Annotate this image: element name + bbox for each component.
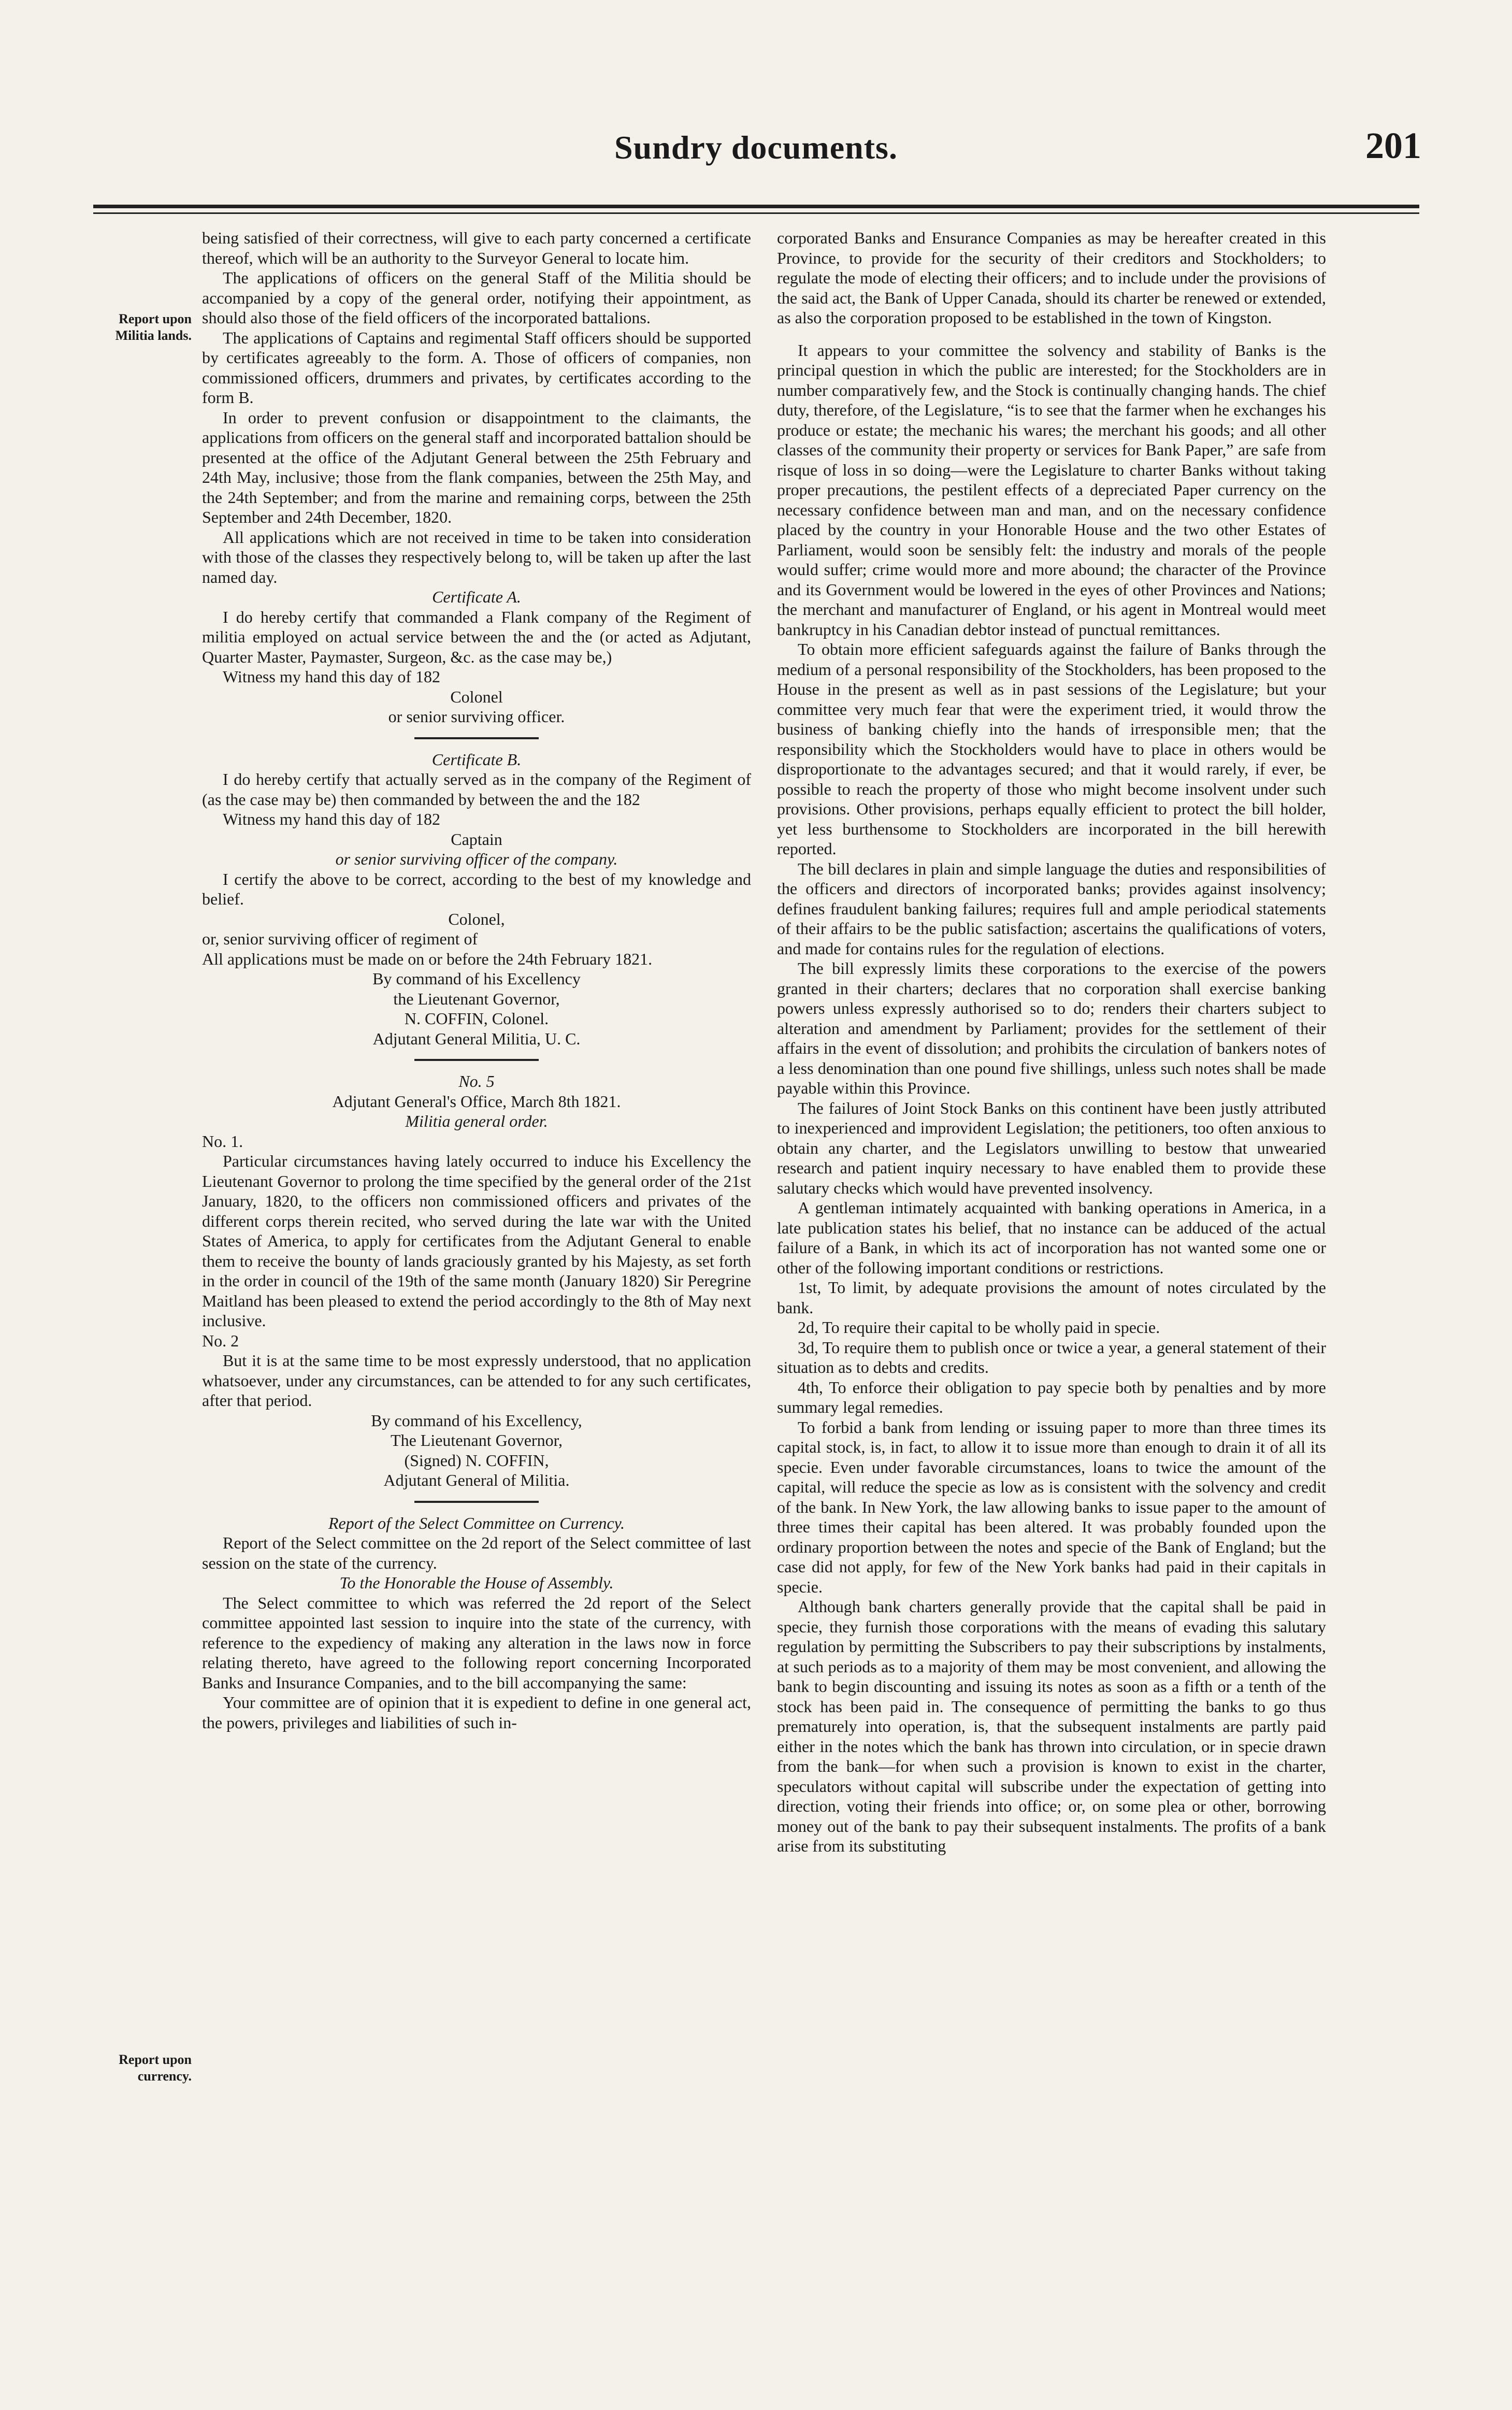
paragraph: Your committee are of opinion that it is expedient to define in one general act, the powers, privileges and liabilities of such in-: [202, 1693, 751, 1732]
signature-title: Adjutant General Militia, U. C.: [372, 1029, 581, 1048]
paragraph: All applications which are not received in time to be taken into consideration with those of the classes they respectively belong to, will be taken up after the last named day.: [202, 527, 751, 586]
margin-note-militia: Report upon Militia lands.: [115, 311, 192, 343]
right-column: [777, 228, 1326, 1856]
section-divider: [414, 737, 539, 739]
paragraph: In order to prevent confusion or disappointment to the claimants, the applications from officers on the general staff and incorporated battalion should be presented at the office of the Adjutant General between the 25th February and 24th May, inclusive; those from the flank companies, between the 25th May, and the 24th September; and from the marine and remaining corps, between the 25th September and 24th December, 1820.: [202, 408, 751, 526]
paragraph: The applications of officers on the general Staff of the Militia should be accompanied by a copy of the general order, notifying their appointment, as should also those of the field officers of the incorporated battalions.: [202, 268, 751, 327]
paragraph: being satisfied of their correctness, will give to each party concerned a certificate thereof, which will be an authority to the Surveyor General to locate him.: [202, 228, 751, 267]
header-rule-thick: [93, 205, 1419, 208]
running-title: Sundry documents.: [614, 129, 898, 166]
all-applications-note: All applications must be made on or before the 24th February 1821.: [202, 949, 653, 968]
signature-title: Adjutant General of Militia.: [383, 1471, 570, 1489]
certificate-b-witness: Witness my hand this day of 182: [223, 810, 440, 828]
certificate-b-or: or, senior surviving officer of regiment of: [202, 929, 478, 948]
section-divider: [414, 1501, 539, 1503]
paragraph: A gentleman intimately acquainted with banking operations in America, in a late publication states his belief, that no instance can be adduced of the actual failure of a Bank, in which its act of incorporation has not wanted some one or other of the following important conditions or restrictions.: [777, 1198, 1326, 1277]
paragraph: It appears to your committee the solvency and stability of Banks is the principal question in which the public are interested; for the Stockholders are in number comparatively few, and the Stock is continually changing hands. The chief duty, therefore, of the Legislature, “is to see that the farmer when he exchanges his produce or estate; the mechanic his wares; the merchant his goods; and all other classes of the community their property or services for Bank Paper,” are safe from risque of loss in so doing—were the Legislature to charter Banks without taking proper precautions, the pestilent effects of a depreciated Paper currency on the necessary confidence between man and man, and on the necessary confidence placed by the country in your Honorable House and the two other Estates of Parliament, would soon be sensibly felt: the industry and morals of the people would suffer; crime would more and more abound; the character of the Province and its Government would be lowered in the eyes of other Provinces and Nations; the merchant and manufacturer of England, or his agent in Montreal would meet bankruptcy in his Canadian debtor instead of punctual remittances.: [777, 340, 1326, 639]
paragraph: To forbid a bank from lending or issuing paper to more than three times its capital stock, is, in fact, to allow it to issue more than enough to drain it of all its specie. Even under favorable circumstances, loans to twice the amount of the capital, will reduce the specie as low as is consistent with the solvency and credit of the bank. In New York, the law allowing banks to issue paper to the amount of three times their capital has been altered. It was probably founded upon the ordinary proportion between the notes and specie of the Bank of England; but the case did not apply, for few of the New York banks had paid in their capitals in specie.: [777, 1417, 1326, 1596]
heading-no5: No. 5: [458, 1072, 495, 1091]
certificate-b-certify: I certify the above to be correct, according to the best of my knowledge and belief.: [202, 869, 751, 908]
certificate-b-colonel: Colonel,: [448, 909, 505, 928]
certificate-a-body: I do hereby certify that commanded a Flank company of the Regiment of militia employed on actual service between the and the (or acted as Adjutant, Quarter Master, Paymaster, Surgeon, &c. as the case may be,): [202, 607, 751, 666]
certificate-a-senior: or senior surviving officer.: [388, 707, 565, 726]
paragraph: Although bank charters generally provide that the capital shall be paid in specie, they furnish those corporations with the means of evading this salutary regulation by permitting the Subscribers to pay their subscriptions by instalments, at such periods as to a majority of them may be most convenient, and allowing the bank to begin discounting and issuing its notes as soon as a fifth or a tenth of the stock has been paid in. The consequence of permitting the banks to go thus prematurely into operation, is, that the subsequent instalments are partly paid either in the notes which the bank has thrown into circulation, or in specie drawn from the bank—for when such a provision is known to exist in the charter, speculators without capital will subscribe under the expectation of getting into direction, voting their friends into office; or, on some plea or other, borrowing money out of the bank to pay their subsequent instalments. The profits of a bank arise from its substituting: [777, 1597, 1326, 1855]
paragraph: The failures of Joint Stock Banks on this continent have been justly attributed to inexperienced and improvident Legislation; the petitioners, too often anxious to obtain any charter, and the Legislators unwilling to bestow that unwearied research and patient inquiry necessary to have enabled them to provide these salutary checks which would have prevented insolvency.: [777, 1098, 1326, 1197]
paragraph: The bill declares in plain and simple language the duties and responsibilities of the officers and directors of incorporated banks; provides against insolvency; defines fraudulent banking failures; requires full and ample periodical statements of their affairs to be the public satisfaction; ascertains the qualifications of voters, and made for contains rules for the regulation of elections.: [777, 859, 1326, 958]
heading-report-currency: Report of the Select Committee on Currency.: [328, 1513, 625, 1532]
header-rule-thin: [93, 212, 1419, 214]
paragraph: corporated Banks and Ensurance Companies as may be hereafter created in this Province, to provide for the security of their creditors and Stockholders; to regulate the mode of electing their officers; and to include under the provisions of the said act, the Bank of Upper Canada, should its charter be renewed or extended, as also the corporation proposed to be established in the town of Kingston.: [777, 228, 1326, 327]
lieutenant-governor: The Lieutenant Governor,: [391, 1431, 563, 1450]
paragraph: To obtain more efficient safeguards against the failure of Banks through the medium of a personal responsibility of the Stockholders, has been proposed to the House in the present as well as in past sessions of the Legislature; but your committee very much fear that were the experiment tried, it would throw the business of banking chiefly into the hands of irresponsible men; that the responsibility which the Stockholders would have to place in others would be disproportionate to the advantages secured; and that it would rarely, if ever, be possible to reach the property of those who might become insolvent under such provisions. Other provisions, perhaps equally efficient to protect the bill holder, yet less burthensome to Stockholders are incorporated in the bill herewith reported.: [777, 640, 1326, 858]
certificate-b-senior: or senior surviving officer of the company.: [335, 850, 618, 868]
spacer: [777, 328, 1326, 340]
by-command: By command of his Excellency: [372, 969, 581, 988]
signature-coffin: (Signed) N. COFFIN,: [404, 1451, 549, 1470]
order-no2: No. 2: [202, 1331, 239, 1350]
certificate-a-colonel: Colonel: [450, 687, 503, 706]
office-date: Adjutant General's Office, March 8th 1821.: [332, 1092, 621, 1111]
heading-certificate-a: Certificate A.: [432, 587, 521, 606]
page-header: [0, 0, 1512, 187]
order-no1: No. 1.: [202, 1131, 243, 1151]
paragraph: Particular circumstances having lately occurred to induce his Excellency the Lieutenant Governor to prolong the time specified by the general order of the 21st January, 1820, to the officers non commissioned officers and privates of the different corps therein recited, who served during the late war with the United States of America, to apply for certificates from the Adjutant General to enable them to receive the bounty of lands graciously granted by his Majesty, as set forth in the order in council of the 19th of the same month (January 1820) Sir Peregrine Maitland has been pleased to extend the period accordingly to the 8th of May next inclusive.: [202, 1152, 751, 1330]
paragraph: But it is at the same time to be most expressly understood, that no application whatsoever, under any circumstances, can be attended to for any such certificates, after that period.: [202, 1351, 751, 1410]
list-item: 1st, To limit, by adequate provisions the amount of notes circulated by the bank.: [777, 1278, 1326, 1317]
certificate-b-body: I do hereby certify that actually served as in the company of the Regiment of (as the case may be) then commanded by between the and the 182: [202, 770, 751, 809]
heading-to-house: To the Honorable the House of Assembly.: [339, 1573, 614, 1592]
left-column: [202, 228, 751, 1732]
heading-militia-order: Militia general order.: [405, 1112, 548, 1130]
certificate-b-captain: Captain: [451, 829, 502, 849]
margin-note-currency: Report upon currency.: [119, 2052, 192, 2084]
certificate-a-witness: Witness my hand this day of 182: [223, 667, 440, 686]
paragraph: The bill expressly limits these corporations to the exercise of the powers granted in their charters; declares that no corporation shall exercise banking powers unless expressly authorised so to do; renders their charters subject to alteration and amendment by Parliament; provides for the settlement of their affairs in the event of dissolution; and prohibits the circulation of bankers notes of a less denomination than one pound five shillings, unless such notes shall be made payable within this Province.: [777, 959, 1326, 1097]
page-number: 201: [1365, 125, 1421, 166]
heading-certificate-b: Certificate B.: [431, 750, 522, 769]
signature-coffin: N. COFFIN, Colonel.: [404, 1009, 549, 1028]
list-item: 2d, To require their capital to be wholly paid in specie.: [798, 1318, 1160, 1337]
paragraph: The applications of Captains and regimental Staff officers should be supported by certificates agreeably to the form. A. Those of officers of companies, non commissioned officers, drummers and privates, by certificates according to the form B.: [202, 328, 751, 407]
section-divider: [414, 1059, 539, 1061]
list-item: 4th, To enforce their obligation to pay specie both by penalties and by more summary legal remedies.: [777, 1378, 1326, 1416]
by-command: By command of his Excellency,: [371, 1411, 582, 1430]
paragraph: Report of the Select committee on the 2d report of the Select committee of last session on the state of the currency.: [202, 1533, 751, 1572]
paragraph: The Select committee to which was referred the 2d report of the Select committee appointed last session to inquire into the state of the currency, with reference to the expediency of making any alteration in the laws now in force relating thereto, have agreed to the following report concerning Incorporated Banks and Insurance Companies, and to the bill accompanying the same:: [202, 1593, 751, 1692]
lieutenant-governor: the Lieutenant Governor,: [393, 989, 560, 1008]
list-item: 3d, To require them to publish once or twice a year, a general statement of their situation as to debts and credits.: [777, 1338, 1326, 1376]
